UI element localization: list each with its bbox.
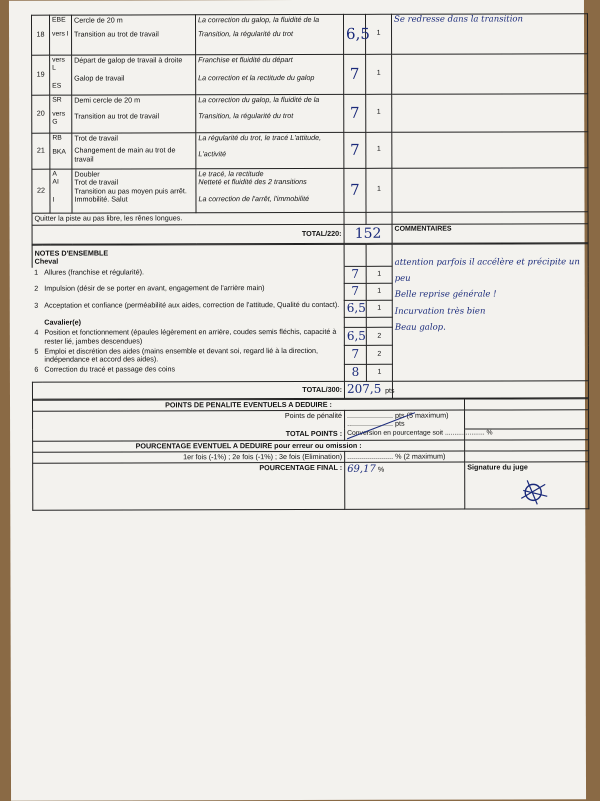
movement-text: Immobilité. Salut xyxy=(74,194,128,204)
ensemble-comment: Beau galop. xyxy=(394,322,446,333)
movement-text: Doubler xyxy=(74,169,100,179)
movement-code: EBE xyxy=(51,16,66,24)
movement-code: BKA xyxy=(52,148,66,156)
total-220-label: TOTAL/220: xyxy=(32,224,344,244)
penalty-table xyxy=(32,398,589,511)
total-300-value: 207,5 xyxy=(346,381,382,396)
total-points-label: TOTAL POINTS : xyxy=(33,429,345,441)
movement-row xyxy=(32,94,588,133)
ensemble-title: NOTES D'ENSEMBLE xyxy=(34,248,109,258)
movements-table xyxy=(31,13,589,245)
movement-coefficient: 1 xyxy=(366,132,392,168)
movement-coefficient: 1 xyxy=(366,54,392,94)
score-grid xyxy=(31,13,588,511)
movement-coefficient: 1 xyxy=(366,168,392,212)
movement-score: 7 xyxy=(344,54,366,94)
movement-coefficient: 1 xyxy=(365,14,391,54)
movement-code: vers I xyxy=(52,30,69,38)
percent-header: POURCENTAGE EVENTUEL A DEDUIRE pour erreur ou omission : xyxy=(33,440,465,452)
movement-number: 18 xyxy=(31,15,49,55)
movement-score: 7 xyxy=(344,168,366,212)
final-value: 69,17 xyxy=(347,464,376,476)
total-300-row xyxy=(32,380,588,398)
ensemble-coefficient: 1 xyxy=(366,364,392,381)
final-label: POURCENTAGE FINAL : xyxy=(33,463,345,511)
movement-code: I xyxy=(52,196,55,204)
ensemble-text: Allures (franchise et régularité). xyxy=(44,267,145,277)
movement-code: vers L xyxy=(52,56,65,72)
movement-comment xyxy=(392,54,588,95)
ensemble-coefficient: 2 xyxy=(366,327,392,346)
movement-text: Galop de travail xyxy=(74,73,125,83)
movement-number: 20 xyxy=(32,95,50,133)
movement-row xyxy=(31,14,587,55)
total-220-value: 152 xyxy=(344,224,392,243)
movement-code: A xyxy=(52,170,57,178)
cheval-label: Cheval xyxy=(34,257,59,267)
ensemble-score: 7 xyxy=(344,283,366,300)
criteria-text: Franchise et fluidité du départ xyxy=(198,55,293,65)
movement-text: Trot de travail xyxy=(74,133,119,143)
ensemble-number: 3 xyxy=(34,300,39,310)
movement-comment xyxy=(392,94,588,133)
movement-number: 19 xyxy=(32,55,50,95)
movement-text: Transition au trot de travail xyxy=(74,29,159,39)
movement-text: Transition au pas moyen puis arrêt. xyxy=(74,185,187,196)
signature-label: Signature du juge xyxy=(467,462,528,472)
ensemble-coefficient: 1 xyxy=(366,266,392,283)
movement-text: Demi cercle de 20 m xyxy=(74,95,141,105)
ensemble-table xyxy=(32,243,589,399)
ensemble-number: 2 xyxy=(34,284,39,294)
ensemble-coefficient: 2 xyxy=(366,346,392,365)
movement-code: ES xyxy=(52,82,62,90)
criteria-text: La correction et la rectitude du galop xyxy=(198,73,315,83)
criteria-text: Le tracé, la rectitude xyxy=(198,169,264,179)
criteria-text: La correction du galop, la fluidité de la xyxy=(198,94,320,105)
ensemble-comment: Belle reprise générale ! xyxy=(394,289,497,301)
movement-row xyxy=(32,168,588,213)
comments-label: COMMENTAIRES xyxy=(392,224,588,244)
penalty-header: POINTS DE PENALITE EVENTUELS A DEDUIRE : xyxy=(32,399,464,411)
ensemble-score: 6,5 xyxy=(344,300,366,317)
signature-box xyxy=(465,462,589,509)
criteria-text: Transition, la régularité du trot xyxy=(198,111,294,121)
percent-errors-line: ....................... % (2 maximum) xyxy=(345,451,465,463)
criteria-text: La correction du galop, la fluidité de la xyxy=(197,14,320,25)
percent-errors: 1er fois (-1%) ; 2e fois (-1%) ; 3e fois (Elimination) xyxy=(33,451,345,463)
final-unit: % xyxy=(377,465,385,475)
ensemble-number: 1 xyxy=(34,267,39,277)
total-300-label: TOTAL/300: xyxy=(32,381,344,399)
movement-comment xyxy=(392,132,588,169)
ensemble-text: Position et fonctionnement (épaules légèrement en arrière, coudes semis fléchis, capacité à rester lié, jambes descendues) xyxy=(44,327,337,346)
movement-text: Trot de travail xyxy=(74,177,119,187)
movement-score: 7 xyxy=(344,132,366,168)
ensemble-comment: attention parfois il accélère et précipite un peu xyxy=(394,257,580,284)
penalty-strike-line xyxy=(345,410,465,440)
criteria-text: Transition, la régularité du trot xyxy=(198,29,294,39)
ensemble-score: 7 xyxy=(344,266,366,283)
score-sheet-page xyxy=(9,0,586,801)
ensemble-coefficient: 1 xyxy=(366,283,392,300)
judge-signature-icon xyxy=(517,477,551,507)
ensemble-number: 4 xyxy=(34,328,39,338)
ensemble-text: Emploi et discrétion des aides (mains ensemble et devant soi, regard lié à la direction, indépendance et accord des aides). xyxy=(44,345,319,364)
criteria-text: La régularité du trot, le tracé L'attitude, xyxy=(198,132,322,143)
movement-score: 7 xyxy=(344,94,366,132)
movement-code: AI xyxy=(52,178,59,186)
movement-code: vers G xyxy=(52,110,66,126)
criteria-text: La correction de l'arrêt, l'immobilité xyxy=(198,193,310,203)
movement-number: 22 xyxy=(32,169,50,213)
ensemble-number: 5 xyxy=(34,346,39,356)
cavalier-label: Cavalier(e) xyxy=(44,317,82,327)
movement-text: Départ de galop de travail à droite xyxy=(74,55,183,65)
criteria-text: L'activité xyxy=(198,149,227,159)
penalty-points-line: ....................... pts (5 maximum) xyxy=(347,410,449,420)
ensemble-score: 7 xyxy=(344,346,366,365)
movement-row xyxy=(32,132,588,169)
ensemble-number: 6 xyxy=(34,365,39,375)
ensemble-text: Acceptation et confiance (perméabilité aux aides, correction de l'attitude, Qualité du contact). xyxy=(44,300,340,310)
ensemble-coefficient: 1 xyxy=(366,300,392,317)
movement-text: Cercle de 20 m xyxy=(73,15,123,25)
ensemble-text: Correction du tracé et passage des coins xyxy=(44,364,176,375)
criteria-text: Netteté et fluidité des 2 transitions xyxy=(198,177,307,187)
movement-row xyxy=(32,54,588,95)
movement-score: 6,5 xyxy=(343,14,365,54)
ensemble-comment: Incurvation très bien xyxy=(394,306,486,317)
movement-code: RB xyxy=(52,134,62,142)
movement-comment: Se redresse dans la transition xyxy=(391,14,587,55)
ensemble-text: Impulsion (désir de se porter en avant, engagement de l'arrière main) xyxy=(44,283,265,294)
movement-number: 21 xyxy=(32,133,50,169)
total-220-row xyxy=(32,224,588,245)
movement-coefficient: 1 xyxy=(366,94,392,132)
exit-instruction: Quitter la piste au pas libre, les rênes longues. xyxy=(32,212,344,225)
penalty-points-label: Points de pénalité xyxy=(33,410,345,430)
ensemble-comments xyxy=(392,244,588,381)
penalty-second-line: ....................... pts xyxy=(347,418,405,428)
conversion-text: Conversion en pourcentage soit ..................... % xyxy=(345,429,465,440)
movement-text: Transition au trot de travail xyxy=(74,111,160,121)
pts-unit: pts xyxy=(385,387,395,395)
ensemble-score: 8 xyxy=(344,364,366,381)
movement-text: Changement de main au trot de travail xyxy=(74,145,176,164)
ensemble-score: 6,5 xyxy=(344,327,366,346)
movement-comment xyxy=(392,168,588,213)
movement-code: SR xyxy=(52,96,62,104)
